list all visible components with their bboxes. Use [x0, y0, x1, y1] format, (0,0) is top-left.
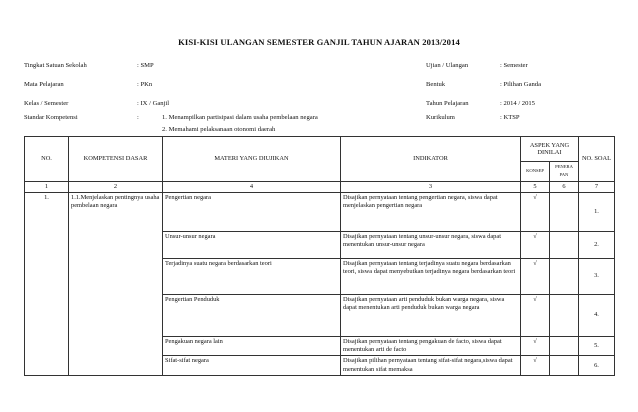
indikator-cell: Disajikan pernyataan tentang pengertian negara, siswa dapat menjelaskan pengertian negara [341, 192, 521, 231]
col-number: 4 [163, 181, 341, 192]
header-no-soal: NO. SOAL [579, 137, 615, 182]
meta-value-kelas: : IX / Ganjil [137, 100, 170, 107]
konsep-check: √ [521, 294, 550, 336]
document-title: KISI-KISI ULANGAN SEMESTER GANJIL TAHUN AJARAN 2013/2014 [178, 37, 460, 47]
materi-cell: Pengertian Penduduk [163, 294, 341, 336]
row-number: 1. [25, 192, 69, 375]
header-kompetensi-dasar: KOMPETENSI DASAR [69, 137, 163, 182]
col-number: 2 [69, 181, 163, 192]
meta-label-tingkat: Tingkat Satuan Sekolah [24, 62, 87, 69]
materi-cell: Pengakuan negara lain [163, 336, 341, 356]
soal-number: 4. [579, 294, 615, 336]
meta-label-bentuk: Bentuk [426, 81, 446, 88]
meta-value-tingkat: : SMP [137, 62, 154, 69]
col-number: 3 [341, 181, 521, 192]
soal-number: 6. [579, 356, 615, 376]
materi-cell: Pengertian negara [163, 192, 341, 231]
column-number-row [25, 181, 615, 192]
konsep-check: √ [521, 231, 550, 258]
penerapan-cell [550, 192, 579, 231]
konsep-check: √ [521, 356, 550, 376]
meta-label-kelas: Kelas / Semester [24, 100, 69, 107]
soal-number: 1. [579, 192, 615, 231]
soal-number: 3. [579, 258, 615, 294]
soal-number: 2. [579, 231, 615, 258]
col-number: 7 [579, 181, 615, 192]
penerapan-cell [550, 258, 579, 294]
kompetensi-dasar-cell: 1.1.Menjelaskan pentingnya usaha pembelaan negara [69, 192, 163, 375]
materi-cell: Unsur-unsur negara [163, 231, 341, 258]
header-indikator: INDIKATOR [341, 137, 521, 182]
header-materi: MATERI YANG DIUJIKAN [163, 137, 341, 182]
header-penerapan: PENERA PAN [550, 162, 579, 182]
indikator-cell: Disajikan pernyataan tentang terjadinya suatu negara berdasarkan teori, siswa dapat menyebutkan terjadinya negara berdasarkan teori [341, 258, 521, 294]
materi-cell: Terjadinya suatu negara berdasarkan teori [163, 258, 341, 294]
meta-label-sk: Standar Kompetensi [24, 114, 78, 121]
penerapan-cell [550, 336, 579, 356]
konsep-check: √ [521, 192, 550, 231]
col-number: 1 [25, 181, 69, 192]
meta-value-mapel: : PKn [137, 81, 153, 88]
soal-number: 5. [579, 336, 615, 356]
meta-value-bentuk: : Pilihan Ganda [500, 81, 542, 88]
meta-value-sk: : [137, 114, 139, 121]
meta-label-tahun: Tahun Pelajaran [426, 100, 469, 107]
penerapan-cell [550, 294, 579, 336]
table-row [25, 192, 615, 231]
meta-value-ujian: : Semester [500, 62, 528, 69]
indikator-cell: Disajikan pilihan pernyataan tentang sifat-sifat negara,siswa dapat menentukan sifat memaksa [341, 356, 521, 376]
materi-cell: Sifat-sifat negara [163, 356, 341, 376]
indikator-cell: Disajikan pernyataan arti penduduk bukan warga negara, siswa dapat menentukan arti penduduk bukan warga negara [341, 294, 521, 336]
meta-label-mapel: Mata Pelajaran [24, 81, 64, 88]
indikator-cell: Disajikan pernyataan tentang pengakuan de facto, siswa dapat menentukan arti de facto [341, 336, 521, 356]
meta-label-kurikulum: Kurikulum [426, 114, 455, 121]
penerapan-cell [550, 356, 579, 376]
sk-item-1: 1. Menampilkan partisipasi dalam usaha pembelaan negara [162, 114, 318, 121]
meta-value-tahun: : 2014 / 2015 [500, 100, 535, 107]
konsep-check: √ [521, 336, 550, 356]
meta-label-ujian: Ujian / Ulangan [426, 62, 469, 69]
meta-value-kurikulum: : KTSP [500, 114, 520, 121]
kisi-kisi-table [24, 136, 615, 376]
sk-item-2: 2. Memahami pelaksanaan otonomi daerah [162, 126, 276, 133]
header-no: NO. [25, 137, 69, 182]
konsep-check: √ [521, 258, 550, 294]
header-aspek: ASPEK YANG DINILAI [521, 137, 579, 162]
indikator-cell: Disajikan pernyataan tentang unsur-unsur negara, siswa dapat menentukan unsur-unsur negara [341, 231, 521, 258]
col-number: 6 [550, 181, 579, 192]
header-konsep: KONSEP [521, 162, 550, 182]
penerapan-cell [550, 231, 579, 258]
col-number: 5 [521, 181, 550, 192]
